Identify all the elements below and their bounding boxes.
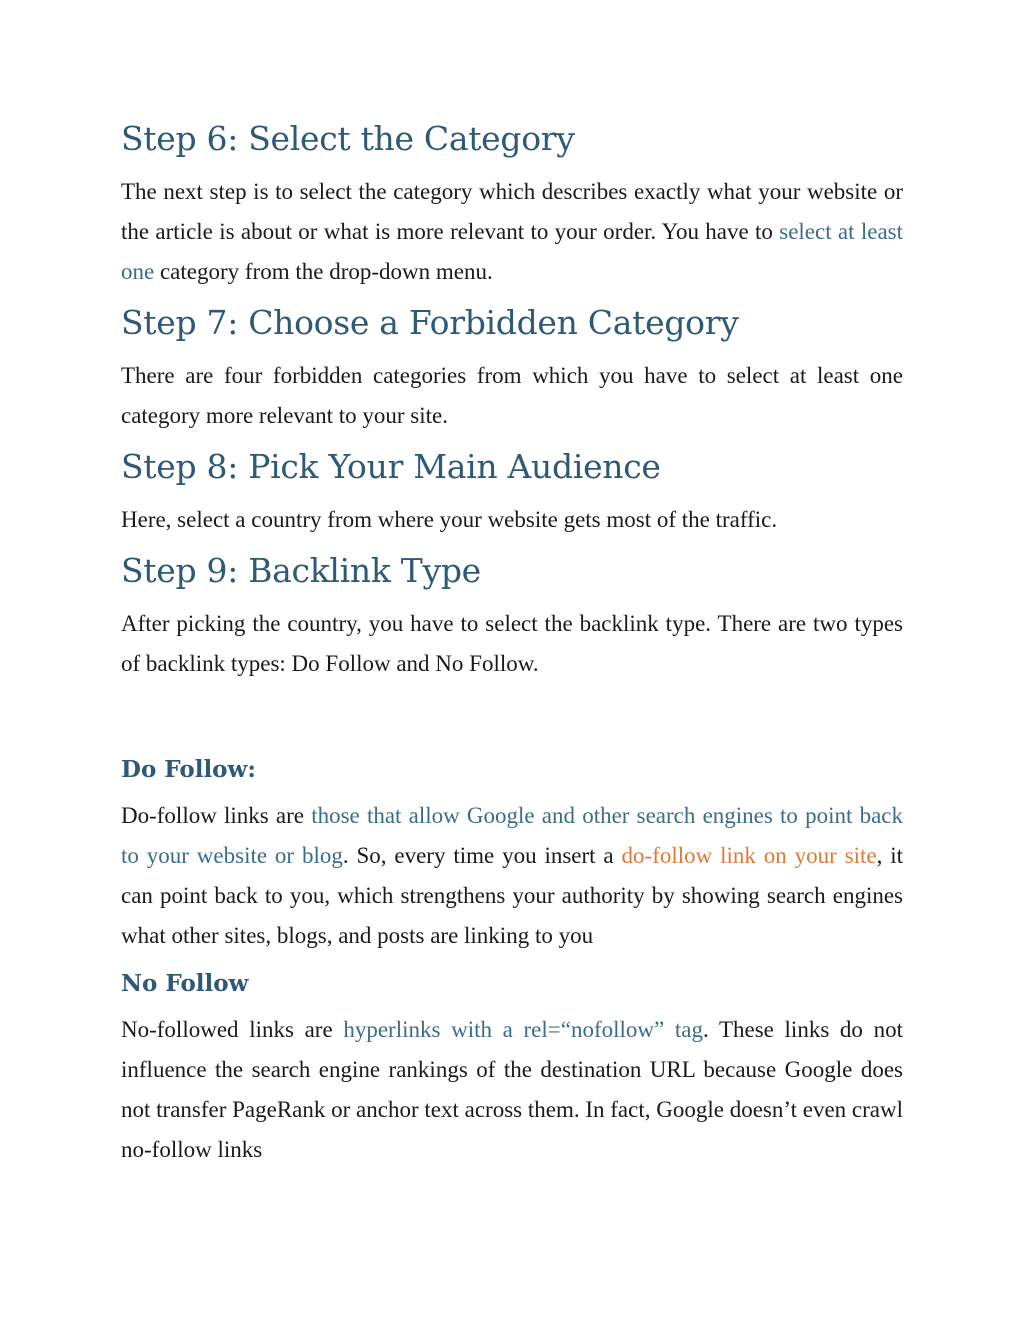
step-8-heading: Step 8: Pick Your Main Audience (121, 447, 661, 486)
do-follow-heading: Do Follow: (121, 756, 256, 783)
step-8-paragraph: Here, select a country from where your website gets most of the traffic. (121, 507, 778, 532)
no-follow-text-2: . These links do not influence the search engine rankings of the destination URL because Google does not transfer PageRank or anchor text across them. In fact, Google doesn’t even crawl no-follow links (121, 1017, 903, 1162)
do-follow-text-2: . So, every time you insert a (342, 843, 622, 868)
no-follow-paragraph (121, 1010, 903, 1170)
document-page (121, 118, 903, 1180)
step-9-heading: Step 9: Backlink Type (121, 551, 481, 590)
select-at-least-one-link[interactable]: select at least one (121, 219, 904, 284)
do-follow-text-3: , it can point back to you, which strengthens your authority by showing search engines what other sites, blogs, and posts are linking to you (121, 843, 904, 948)
no-follow-heading: No Follow (121, 970, 249, 997)
step-6-text-1: The next step is to select the category which describes exactly what your website or the article is about or what is more relevant to your order. You have to (121, 179, 903, 244)
do-follow-paragraph (121, 796, 903, 956)
no-follow-link-hyperlinks[interactable]: hyperlinks with a rel=“nofollow” tag (343, 1017, 703, 1042)
step-7-heading: Step 7: Choose a Forbidden Category (121, 303, 739, 342)
section-spacer (121, 694, 903, 752)
step-9-paragraph: After picking the country, you have to select the backlink type. There are two types of backlink types: Do Follow and No Follow. (121, 611, 903, 676)
step-7-paragraph: There are four forbidden categories from which you have to select at least one category more relevant to your site. (121, 363, 903, 428)
do-follow-text-1: Do-follow links are (121, 803, 312, 828)
step-6-text-2: category from the drop-down menu. (154, 259, 493, 284)
no-follow-text-1: No-followed links are (121, 1017, 344, 1042)
step-6-heading: Step 6: Select the Category (121, 119, 575, 158)
step-6-paragraph (121, 172, 903, 292)
do-follow-link-search-engines[interactable]: those that allow Google and other search engines to point back to your website or blog (121, 803, 903, 868)
do-follow-link-on-site[interactable]: do-follow link on your site (621, 843, 877, 868)
